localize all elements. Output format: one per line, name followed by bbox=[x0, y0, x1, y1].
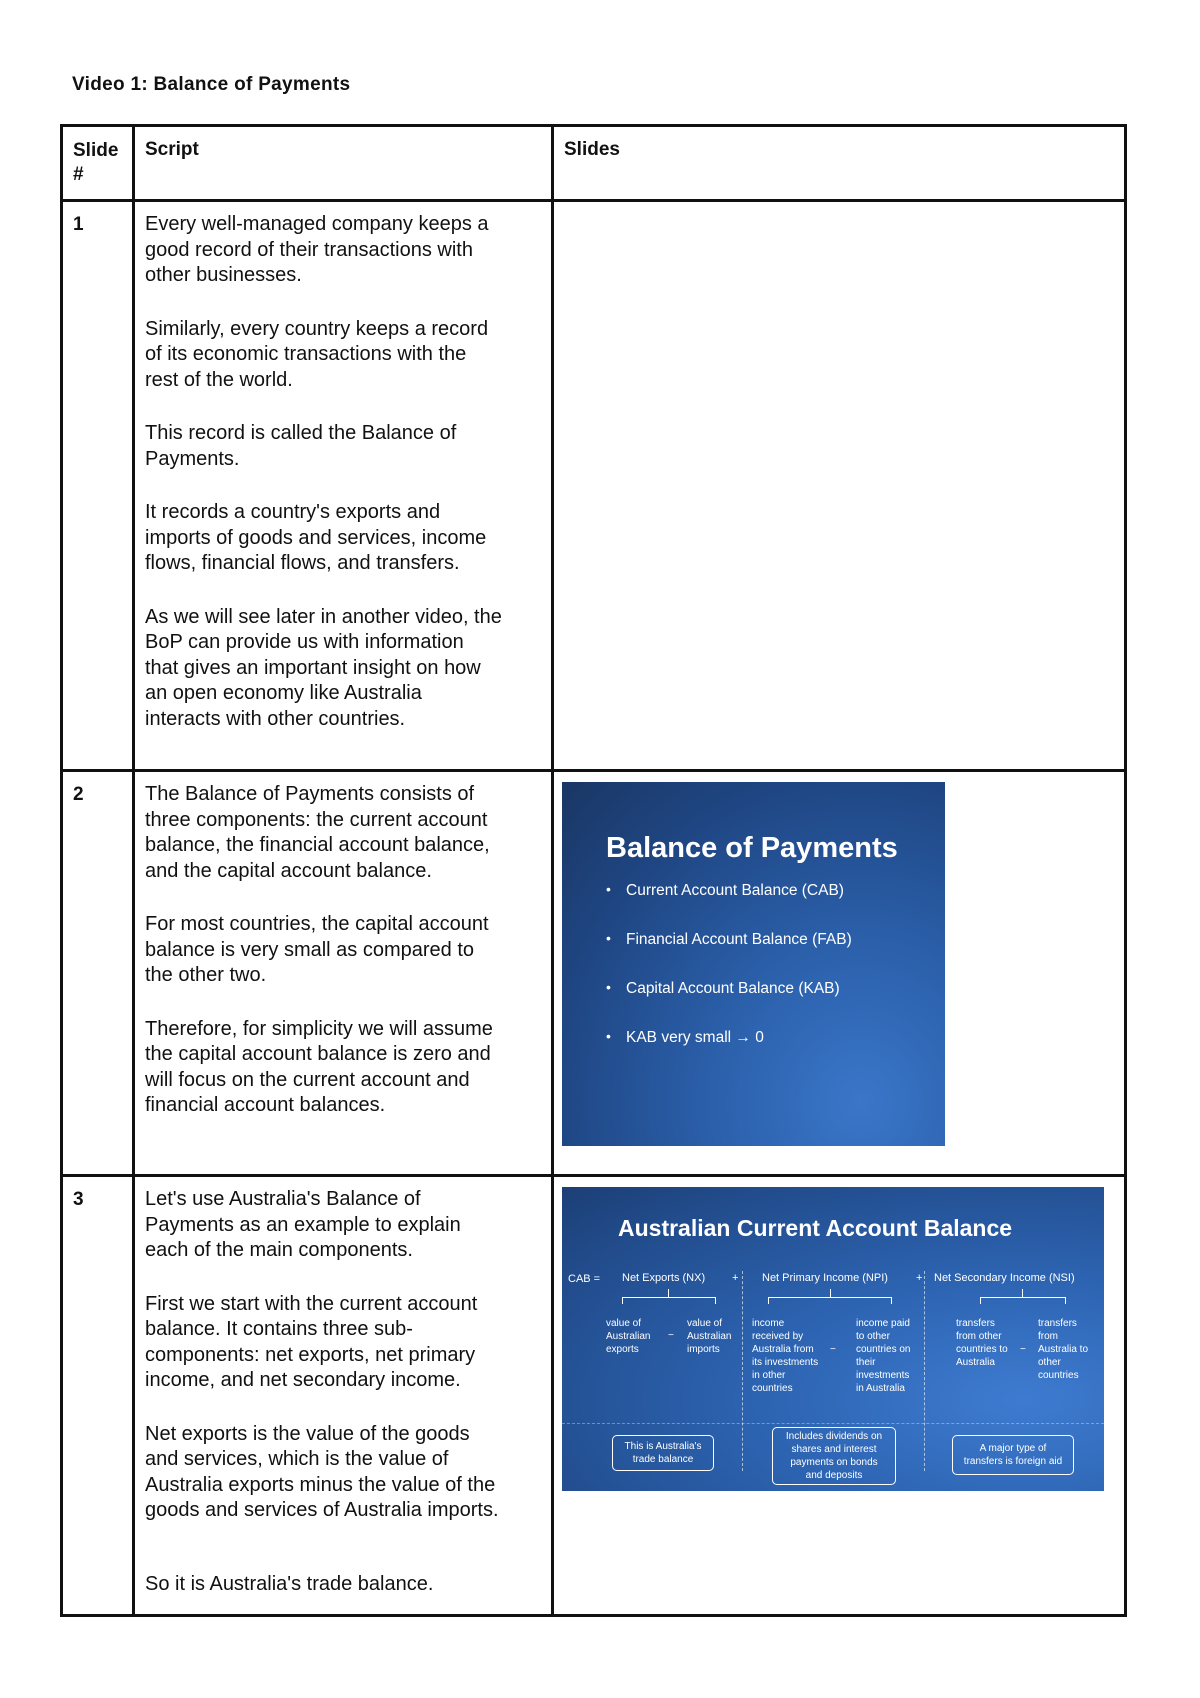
minus-sign: − bbox=[668, 1330, 674, 1341]
bullet-text: Financial Account Balance (FAB) bbox=[626, 931, 852, 948]
bracket-stem bbox=[1022, 1289, 1023, 1297]
script-paragraph: The Balance of Payments consists of three components: the current account balance, the financial account balance, and the capital account balance. bbox=[145, 783, 490, 882]
document-title: Video 1: Balance of Payments bbox=[72, 74, 351, 95]
table-row bbox=[62, 1176, 1126, 1616]
npi-label: Net Primary Income (NPI) bbox=[762, 1272, 888, 1284]
script-paragraph: Let's use Australia's Balance of Payments as an example to explain each of the main components. bbox=[145, 1188, 461, 1261]
nx-imports-text: value of Australian imports bbox=[687, 1318, 732, 1355]
script-paragraph: For most countries, the capital account balance is very small as compared to the other two. bbox=[145, 913, 489, 986]
divider bbox=[742, 1271, 743, 1471]
bracket-stem bbox=[668, 1289, 669, 1297]
script-paragraph: So it is Australia's trade balance. bbox=[145, 1572, 434, 1595]
slide-thumbnail-balance-of-payments bbox=[562, 782, 945, 1146]
table-row bbox=[62, 771, 1126, 1176]
slide-image-cell bbox=[553, 1176, 1126, 1616]
nx-exports-text: value of Australian exports bbox=[606, 1318, 651, 1355]
bullet-text: KAB very small → 0 bbox=[626, 1029, 764, 1046]
slide-bullet bbox=[602, 980, 852, 1029]
table-row bbox=[62, 201, 1126, 771]
nsi-label: Net Secondary Income (NSI) bbox=[934, 1272, 1075, 1284]
bracket-stem bbox=[830, 1289, 831, 1297]
script-table bbox=[60, 124, 1127, 1617]
script-cell bbox=[134, 1176, 553, 1616]
slide-number: 1 bbox=[62, 201, 134, 771]
npi-note: Includes dividends on shares and interest payments on bonds and deposits bbox=[772, 1427, 896, 1485]
script-paragraph: Every well-managed company keeps a good record of their transactions with other businesses. bbox=[145, 213, 489, 286]
bullet-text: Capital Account Balance (KAB) bbox=[626, 980, 840, 997]
script-paragraph: Therefore, for simplicity we will assume the capital account balance is zero and will focus on the current account and financial account balances. bbox=[145, 1017, 493, 1116]
minus-sign: − bbox=[830, 1344, 836, 1355]
slide-bullet bbox=[602, 931, 852, 980]
bullet-icon: • bbox=[606, 881, 611, 897]
slide-image-cell-empty bbox=[553, 201, 1126, 771]
slide-title: Balance of Payments bbox=[606, 832, 898, 864]
nsi-paid-text: transfers from Australia to other countries bbox=[1038, 1318, 1089, 1381]
minus-sign: − bbox=[1020, 1344, 1026, 1355]
slide-bullet bbox=[602, 1029, 852, 1078]
nx-bracket bbox=[622, 1297, 716, 1304]
nx-label: Net Exports (NX) bbox=[622, 1272, 706, 1284]
npi-bracket bbox=[768, 1297, 892, 1304]
bullet-icon: • bbox=[606, 930, 611, 946]
script-paragraph: As we will see later in another video, the BoP can provide us with information that gives an important insight on how an open economy like Australia interacts with other countries. bbox=[145, 605, 502, 730]
nx-note: This is Australia's trade balance bbox=[612, 1435, 714, 1471]
divider bbox=[562, 1423, 1104, 1424]
header-row bbox=[62, 126, 1126, 201]
script-paragraph: Net exports is the value of the goods and services, which is the value of Australia exports minus the value of the goods and services of Australia imports. bbox=[145, 1422, 499, 1521]
plus-sign: + bbox=[732, 1272, 739, 1284]
script-paragraph: This record is called the Balance of Payments. bbox=[145, 422, 457, 470]
bullet-icon: • bbox=[606, 1028, 611, 1044]
header-slide-number: Slide # bbox=[62, 126, 134, 201]
script-cell bbox=[134, 201, 553, 771]
divider bbox=[924, 1271, 925, 1471]
npi-received-text: income received by Australia from its investments in other countries bbox=[752, 1318, 819, 1394]
nsi-bracket bbox=[980, 1297, 1066, 1304]
nsi-received-text: transfers from other countries to Australia bbox=[956, 1318, 1008, 1368]
slide-image-cell bbox=[553, 771, 1126, 1176]
script-cell bbox=[134, 771, 553, 1176]
slide-bullet bbox=[602, 882, 852, 931]
slide-bullet-list bbox=[602, 882, 852, 1078]
cab-label: CAB = bbox=[568, 1273, 601, 1285]
slide-thumbnail-current-account bbox=[562, 1187, 1104, 1491]
script-paragraph: First we start with the current account balance. It contains three sub- components: net exports, net primary income, and net secondary income. bbox=[145, 1292, 478, 1391]
bullet-icon: • bbox=[606, 979, 611, 995]
slide-number: 3 bbox=[62, 1176, 134, 1616]
header-slides: Slides bbox=[553, 126, 1126, 201]
script-paragraph: It records a country's exports and imports of goods and services, income flows, financial flows, and transfers. bbox=[145, 501, 487, 574]
nsi-note: A major type of transfers is foreign aid bbox=[952, 1435, 1074, 1475]
script-paragraph: Similarly, every country keeps a record of its economic transactions with the rest of the world. bbox=[145, 317, 489, 391]
bullet-text: Current Account Balance (CAB) bbox=[626, 882, 844, 899]
npi-paid-text: income paid to other countries on their investments in Australia bbox=[856, 1318, 911, 1394]
plus-sign: + bbox=[916, 1272, 923, 1284]
slide-number: 2 bbox=[62, 771, 134, 1176]
header-script: Script bbox=[134, 126, 553, 201]
slide-title: Australian Current Account Balance bbox=[618, 1215, 1013, 1241]
